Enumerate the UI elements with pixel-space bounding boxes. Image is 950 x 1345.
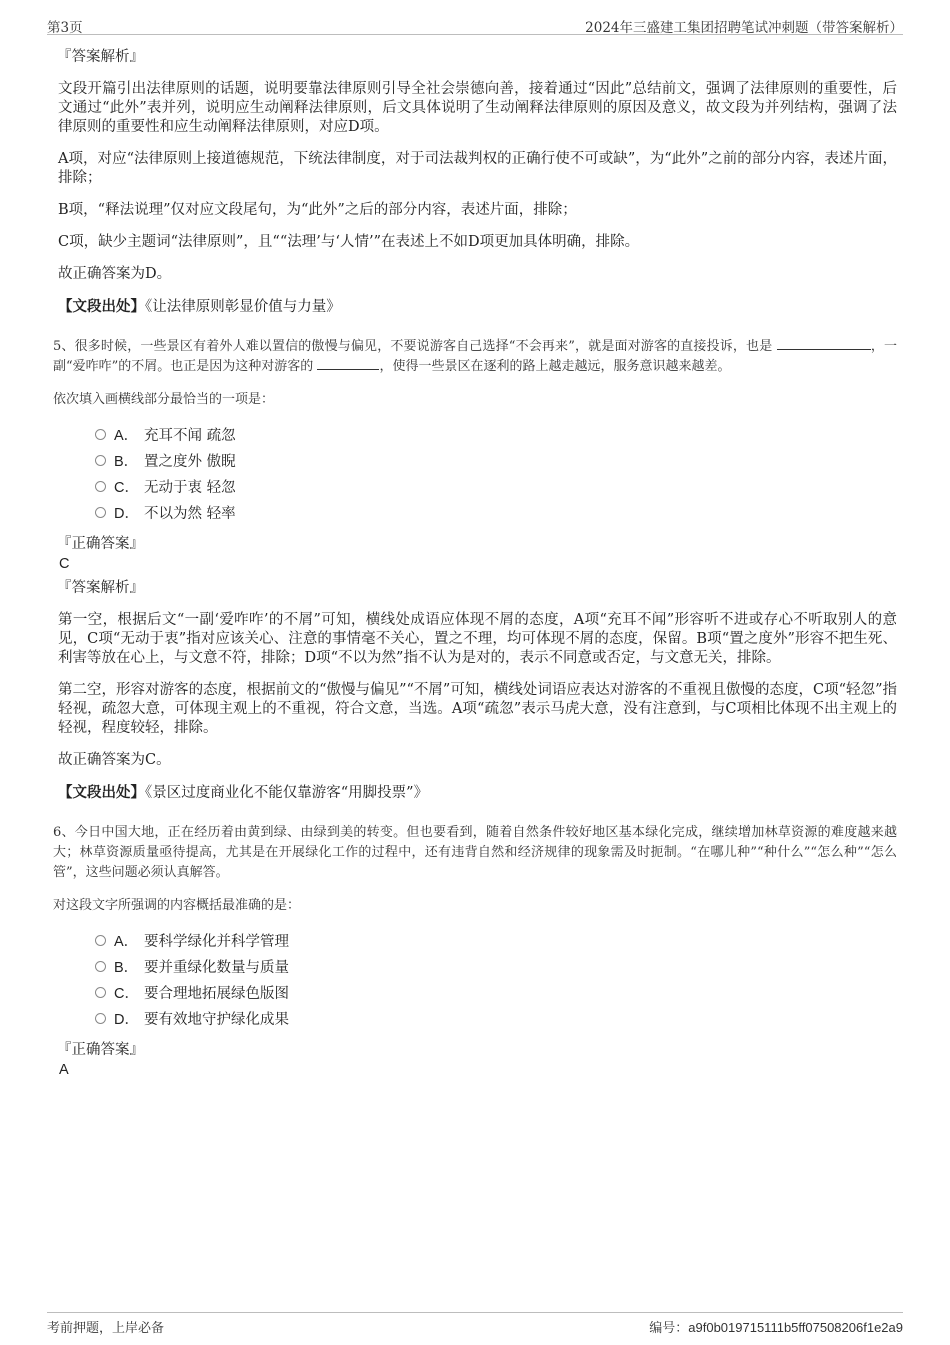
source-line [58, 297, 897, 317]
analysis-label: 『答案解析』 [57, 49, 144, 65]
option-d[interactable]: D． 要有效地守护绿化成果 [95, 1007, 897, 1033]
radio-icon[interactable] [95, 961, 106, 972]
radio-icon[interactable] [95, 1013, 106, 1024]
option-c[interactable]: C． 无动于衷 轻忽 [95, 475, 897, 501]
question-text-part: ，使得一些景区在逐利的路上越走越远，服务意识越来越差。 [379, 359, 731, 374]
page-content [53, 48, 897, 1085]
question-5-options [95, 423, 897, 527]
question-6-prompt: 对这段文字所强调的内容概括最准确的是： [53, 898, 301, 913]
fill-blank-2 [317, 357, 379, 370]
footer-slogan: 考前押题，上岸必备 [47, 1321, 165, 1336]
document-code: 编号：a9f0b019715111b5ff07508206f1e2a9 [649, 1320, 903, 1335]
option-c[interactable]: C． 要合理地拓展绿色版图 [95, 981, 897, 1007]
analysis-paragraph: C项，缺少主题词“法律原则”，且““法理’与‘人情’”在表述上不如D项更加具体明确，排除。 [58, 234, 640, 250]
question-5-text [53, 337, 897, 377]
analysis-conclusion: 故正确答案为C。 [58, 752, 171, 768]
question-6-text: 6、今日中国大地，正在经历着由黄到绿、由绿到美的转变。但也要看到，随着自然条件较好地区基本绿化完成，继续增加林草资源的难度越来越大；林草资源质量亟待提高，尤其是在开展绿化工作的过程中，还有违背自然和经济规律的现象需及时扼制。“在哪儿种”“种什么”“怎么种”“怎么管”，这些问题必须认真解答。 [53, 825, 897, 880]
fill-blank-1 [777, 337, 871, 350]
radio-icon[interactable] [95, 987, 106, 998]
radio-icon[interactable] [95, 429, 106, 440]
analysis-paragraph: 第二空，形容对游客的态度，根据前文的“傲慢与偏见”“不屑”可知，横线处词语应表达对游客的不重视且傲慢的态度，C项“轻忽”指轻视，疏忽大意，可体现主观上的不重视，符合文意，当选。A项“疏忽”表示马虎大意，没有注意到，与C项相比体现不出主观上的轻视，程度较轻，排除。 [58, 682, 897, 736]
correct-answer-label: 『正确答案』 [57, 1042, 144, 1058]
correct-answer: A [59, 1062, 69, 1078]
radio-icon[interactable] [95, 455, 106, 466]
question-text-part: ，一副“爱咋咋”的不屑。也正是因为这种对游客的 [53, 339, 897, 374]
analysis-label: 『答案解析』 [57, 580, 144, 596]
radio-icon[interactable] [95, 507, 106, 518]
analysis-conclusion: 故正确答案为D。 [58, 266, 172, 282]
analysis-paragraph: 文段开篇引出法律原则的话题，说明要靠法律原则引导全社会崇德向善，接着通过“因此”总结前文，强调了法律原则的重要性，后文通过“此外”表并列，说明应生动阐释法律原则，后文具体说明了生动阐释法律原则的原因及意义，故文段为并列结构，强调了法律原则的重要性和应生动阐释法律原则，对应D项。 [58, 81, 897, 135]
analysis-paragraph: 第一空，根据后文“一副‘爱咋咋’的不屑”可知，横线处成语应体现不屑的态度，A项“充耳不闻”形容听不进或存心不听取别人的意见，C项“无动于衷”指对应该关心、注意的事情毫不关心，置之不理，均可体现不屑的态度，保留。B项“置之度外”形容不把生死、利害等放在心上，与文意不符，排除；D项“不以为然”指不认为是对的，表示不同意或否定，与文意无关，排除。 [58, 612, 897, 666]
source-line [58, 783, 897, 803]
analysis-paragraph: B项，“释法说理”仅对应文段尾句，为“此外”之后的部分内容，表述片面，排除； [58, 202, 577, 218]
source-title: 《景区过度商业化不能仅靠游客“用脚投票”》 [145, 785, 429, 801]
option-b[interactable]: B． 要并重绿化数量与质量 [95, 955, 897, 981]
question-6-options [95, 929, 897, 1033]
correct-answer: C [59, 556, 70, 572]
page-number: 第3页 [47, 20, 83, 36]
page-footer [47, 1312, 903, 1337]
question-text-part: 5、很多时候，一些景区有着外人难以置信的傲慢与偏见，不要说游客自己选择“不会再来”，就是面对游客的直接投诉，也是 [53, 339, 773, 354]
source-title: 《让法律原则彰显价值与力量》 [145, 299, 341, 315]
source-tag: 【文段出处】 [58, 298, 145, 315]
option-d[interactable]: D． 不以为然 轻率 [95, 501, 897, 527]
source-tag: 【文段出处】 [58, 784, 145, 801]
option-b[interactable]: B． 置之度外 傲睨 [95, 449, 897, 475]
analysis-paragraph: A项，对应“法律原则上接道德规范，下统法律制度，对于司法裁判权的正确行使不可或缺”，为“此外”之前的部分内容，表述片面，排除； [58, 151, 897, 186]
radio-icon[interactable] [95, 481, 106, 492]
page-header [47, 14, 903, 35]
option-a[interactable]: A． 充耳不闻 疏忽 [95, 423, 897, 449]
correct-answer-label: 『正确答案』 [57, 536, 144, 552]
option-a[interactable]: A． 要科学绿化并科学管理 [95, 929, 897, 955]
document-title: 2024年三盛建工集团招聘笔试冲刺题（带答案解析） [585, 20, 903, 36]
question-5-prompt: 依次填入画横线部分最恰当的一项是： [53, 392, 275, 407]
radio-icon[interactable] [95, 935, 106, 946]
